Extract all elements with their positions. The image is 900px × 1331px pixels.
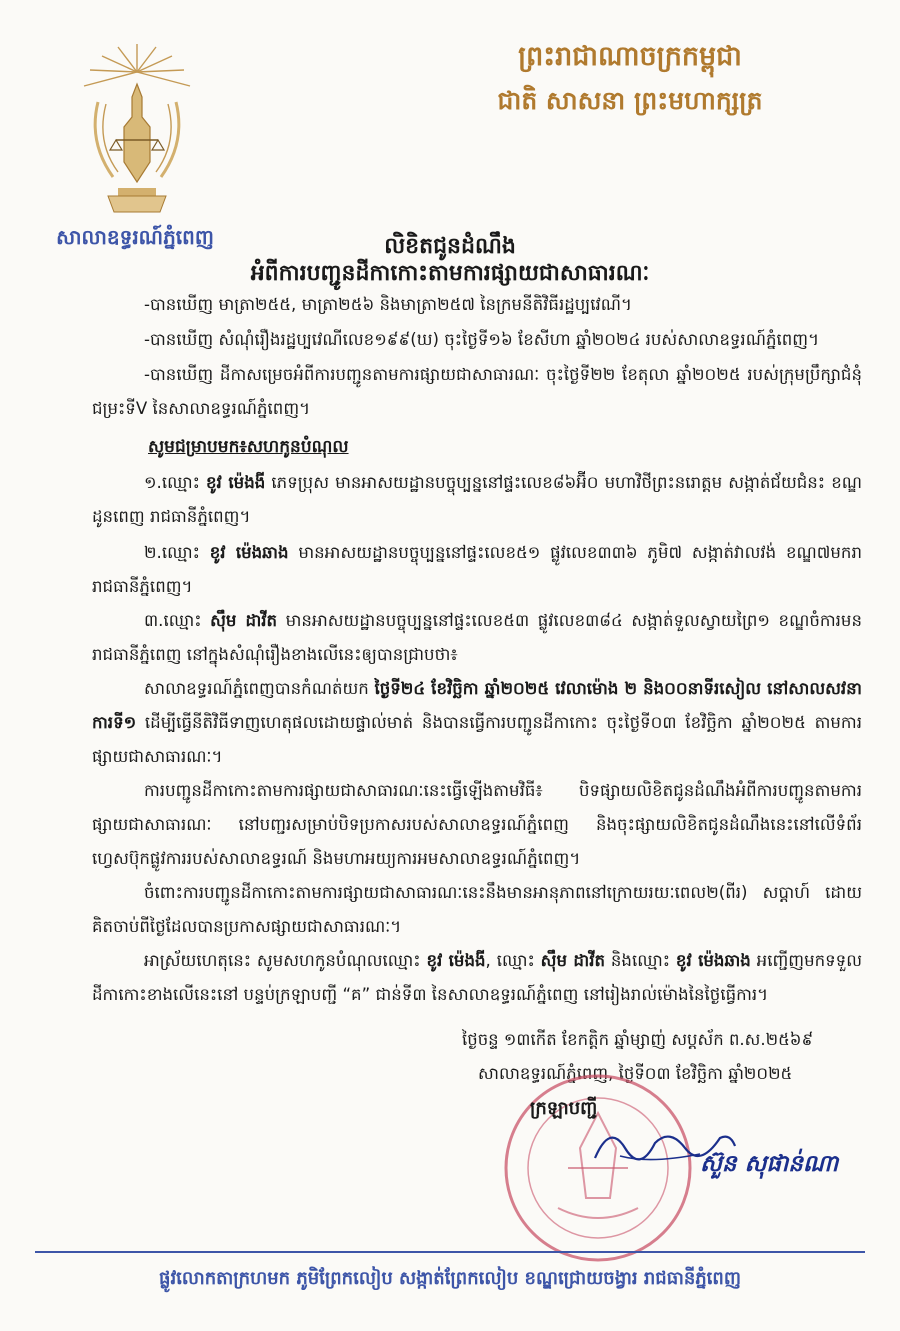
debtor-name: ខូវ ម៉េងឆាង xyxy=(209,543,289,562)
footer-divider xyxy=(35,1251,865,1253)
clerk-title: ក្រឡាបញ្ជី xyxy=(530,1098,598,1119)
court-emblem xyxy=(78,42,196,222)
notice-heading: សូមជម្រាបមក៖សហកូនបំណុល xyxy=(148,437,349,457)
document-title: លិខិតជូនដំណឹង xyxy=(384,234,516,259)
hearing-datetime: ថ្ងៃទី២៤ ខែវិច្ឆិកា ឆ្នាំ២០២៥ វេលាម៉ោង ២ និង០០នាទីរសៀល នៅសាលសវនាការទី១ xyxy=(92,679,862,732)
item-prefix: ១.ឈ្មោះ xyxy=(144,473,207,492)
document-subtitle: អំពីការបញ្ជូនដីកាកោះតាមការផ្សាយជាសាធារណៈ xyxy=(250,261,650,286)
paragraph-2: -បានឃើញ សំណុំរឿងរដ្ឋប្បវេណីលេខ១៩៩(ឃ) ចុះថ្ងៃទី១៦ ខែសីហា ឆ្នាំ២០២៤ របស់សាលាឧទ្ធរណ៍ភ្នំពេញ។ xyxy=(144,330,820,349)
debtor-address: ភេទប្រុស មានអាសយដ្ឋានបច្ចុប្បន្ននៅផ្ទះលេខ៨៦អ៊ី០ មហាវិថីព្រះនរោត្តម សង្កាត់ជ័យជំនះ ខណ្ឌដូនពេញ រាជធានីភ្នំពេញ។ xyxy=(92,473,862,526)
debtor-address: មានអាសយដ្ឋានបច្ចុប្បន្ននៅផ្ទះលេខ៥១ ផ្លូវលេខ៣៣៦ ភូមិ៧ សង្កាត់វាលវង់ ខណ្ឌ៧មករា រាជធានីភ្នំពេញ។ xyxy=(92,543,862,596)
paragraph-hearing xyxy=(92,672,862,774)
emblem-rays xyxy=(84,44,190,86)
hearing-intro: សាលាឧទ្ធរណ៍ភ្នំពេញបានកំណត់យក xyxy=(144,679,375,698)
paragraph-debtor-1 xyxy=(92,466,862,534)
item-prefix: ៣.ឈ្មោះ xyxy=(144,611,211,630)
official-stamp xyxy=(498,1068,698,1268)
solar-date: សាលាឧទ្ធរណ៍ភ្នំពេញ, ថ្ងៃទី០៣ ខែវិច្ឆិកា ឆ្នាំ២០២៥ xyxy=(478,1064,793,1083)
debtor-address: មានអាសយដ្ឋានបច្ចុប្បន្ននៅផ្ទះលេខ៥៣ ផ្លូវលេខ៣៨៤ សង្កាត់ទួលស្វាយព្រៃ១ ខណ្ឌចំការមន រាជធានីភ្នំពេញ នៅក្នុងសំណុំរឿងខាងលើនេះឲ្យបានជ្រាបថា៖ xyxy=(92,611,862,664)
conclusion-text: អញ្ជើញមកទទួលដីកាកោះខាងលើនេះនៅ បន្ទប់ក្រឡាបញ្ជី “គ” ជាន់ទី៣ នៃសាលាឧទ្ធរណ៍ភ្នំពេញ នៅរៀងរាល់ម៉ោងនៃថ្ងៃធ្វើការ។ xyxy=(92,951,862,1004)
item-prefix: ២.ឈ្មោះ xyxy=(144,543,210,562)
debtor-name: ស៊ឹម ដាវីត xyxy=(540,951,605,970)
debtor-name: ខូវ ម៉េងងី xyxy=(206,473,266,492)
paragraph-debtor-2 xyxy=(92,536,862,604)
signatory-name: ស៊ួន សុផាន់ណា xyxy=(700,1151,839,1177)
national-motto: ជាតិ សាសនា ព្រះមហាក្សត្រ xyxy=(497,86,763,115)
debtor-name: ខូវ ម៉េងឆាង xyxy=(675,951,751,970)
paragraph-method: ការបញ្ជូនដីកាកោះតាមការផ្សាយជាសាធារណៈនេះធ្វើឡើងតាមវិធី៖ បិទផ្សាយលិខិតជូនដំណឹងអំពីការបញ្ជូនតាមការផ្សាយជាសាធារណៈ នៅបញ្ជរសម្រាប់បិទប្រកាសរបស់សាលាឧទ្ធរណ៍ភ្នំពេញ និងចុះផ្សាយលិខិតជូនដំណឹងនេះនៅលើទំព័រហ្វេសប៊ុកផ្លូវការរបស់សាលាឧទ្ធរណ៍ និងមហាអយ្យការអមសាលាឧទ្ធរណ៍ភ្នំពេញ។ xyxy=(92,781,862,868)
kingdom-heading: ព្រះរាជាណាចក្រកម្ពុជា xyxy=(518,41,742,72)
paragraph-1: -បានឃើញ មាត្រា២៥៥, មាត្រា២៥៦ និងមាត្រា២៥៧ នៃក្រមនីតិវិធីរដ្ឋប្បវេណី។ xyxy=(144,295,632,314)
paragraph-conclusion xyxy=(92,944,862,1012)
debtor-name: ស៊ឹម ដាវីត xyxy=(210,611,278,630)
court-name: សាលាឧទ្ធរណ៍ភ្នំពេញ xyxy=(56,225,214,249)
conclusion-text: អាស្រ័យហេតុនេះ សូមសហកូនបំណុលឈ្មោះ xyxy=(144,951,427,970)
paragraph-3: -បានឃើញ ដីកាសម្រេចអំពីការបញ្ជូនតាមការផ្សាយជាសាធារណៈ ចុះថ្ងៃទី២២ ខែតុលា ឆ្នាំ២០២៥ របស់ក្រុមប្រឹក្សាជំនុំជម្រះទីV នៃសាលាឧទ្ធរណ៍ភ្នំពេញ។ xyxy=(92,365,862,418)
paragraph-debtor-3 xyxy=(92,604,862,672)
footer-address: ផ្លូវលោកតាក្រហមក ភូមិព្រែកលៀប សង្កាត់ព្រែកលៀប ខណ្ឌជ្រោយចង្វារ រាជធានីភ្នំពេញ xyxy=(159,1268,741,1289)
paragraph-effect: ចំពោះការបញ្ជូនដីកាកោះតាមការផ្សាយជាសាធារណៈនេះនឹងមានអានុភាពនៅក្រោយរយៈពេល២(ពីរ) សប្តាហ៍ ដោយគិតចាប់ពីថ្ងៃដែលបានប្រកាសផ្សាយជាសាធារណៈ។ xyxy=(92,883,862,936)
lunar-date: ថ្ងៃចន្ទ ១៣កើត ខែកត្តិក ឆ្នាំម្សាញ់ សប្តស័ក ព.ស.២៥៦៩ xyxy=(462,1030,814,1049)
conclusion-text: និងឈ្មោះ xyxy=(605,951,676,970)
debtor-name: ខូវ ម៉េងងី xyxy=(426,951,486,970)
hearing-details: ដើម្បីធ្វើនីតិវិធីទាញហេតុផលដោយផ្ទាល់មាត់ និងបានធ្វើការបញ្ជូនដីកាកោះ ចុះថ្ងៃទី០៣ ខែវិច្ឆិកា ឆ្នាំ២០២៥ តាមការផ្សាយជាសាធារណៈ។ xyxy=(92,713,862,766)
conclusion-text: , ឈ្មោះ xyxy=(485,951,541,970)
